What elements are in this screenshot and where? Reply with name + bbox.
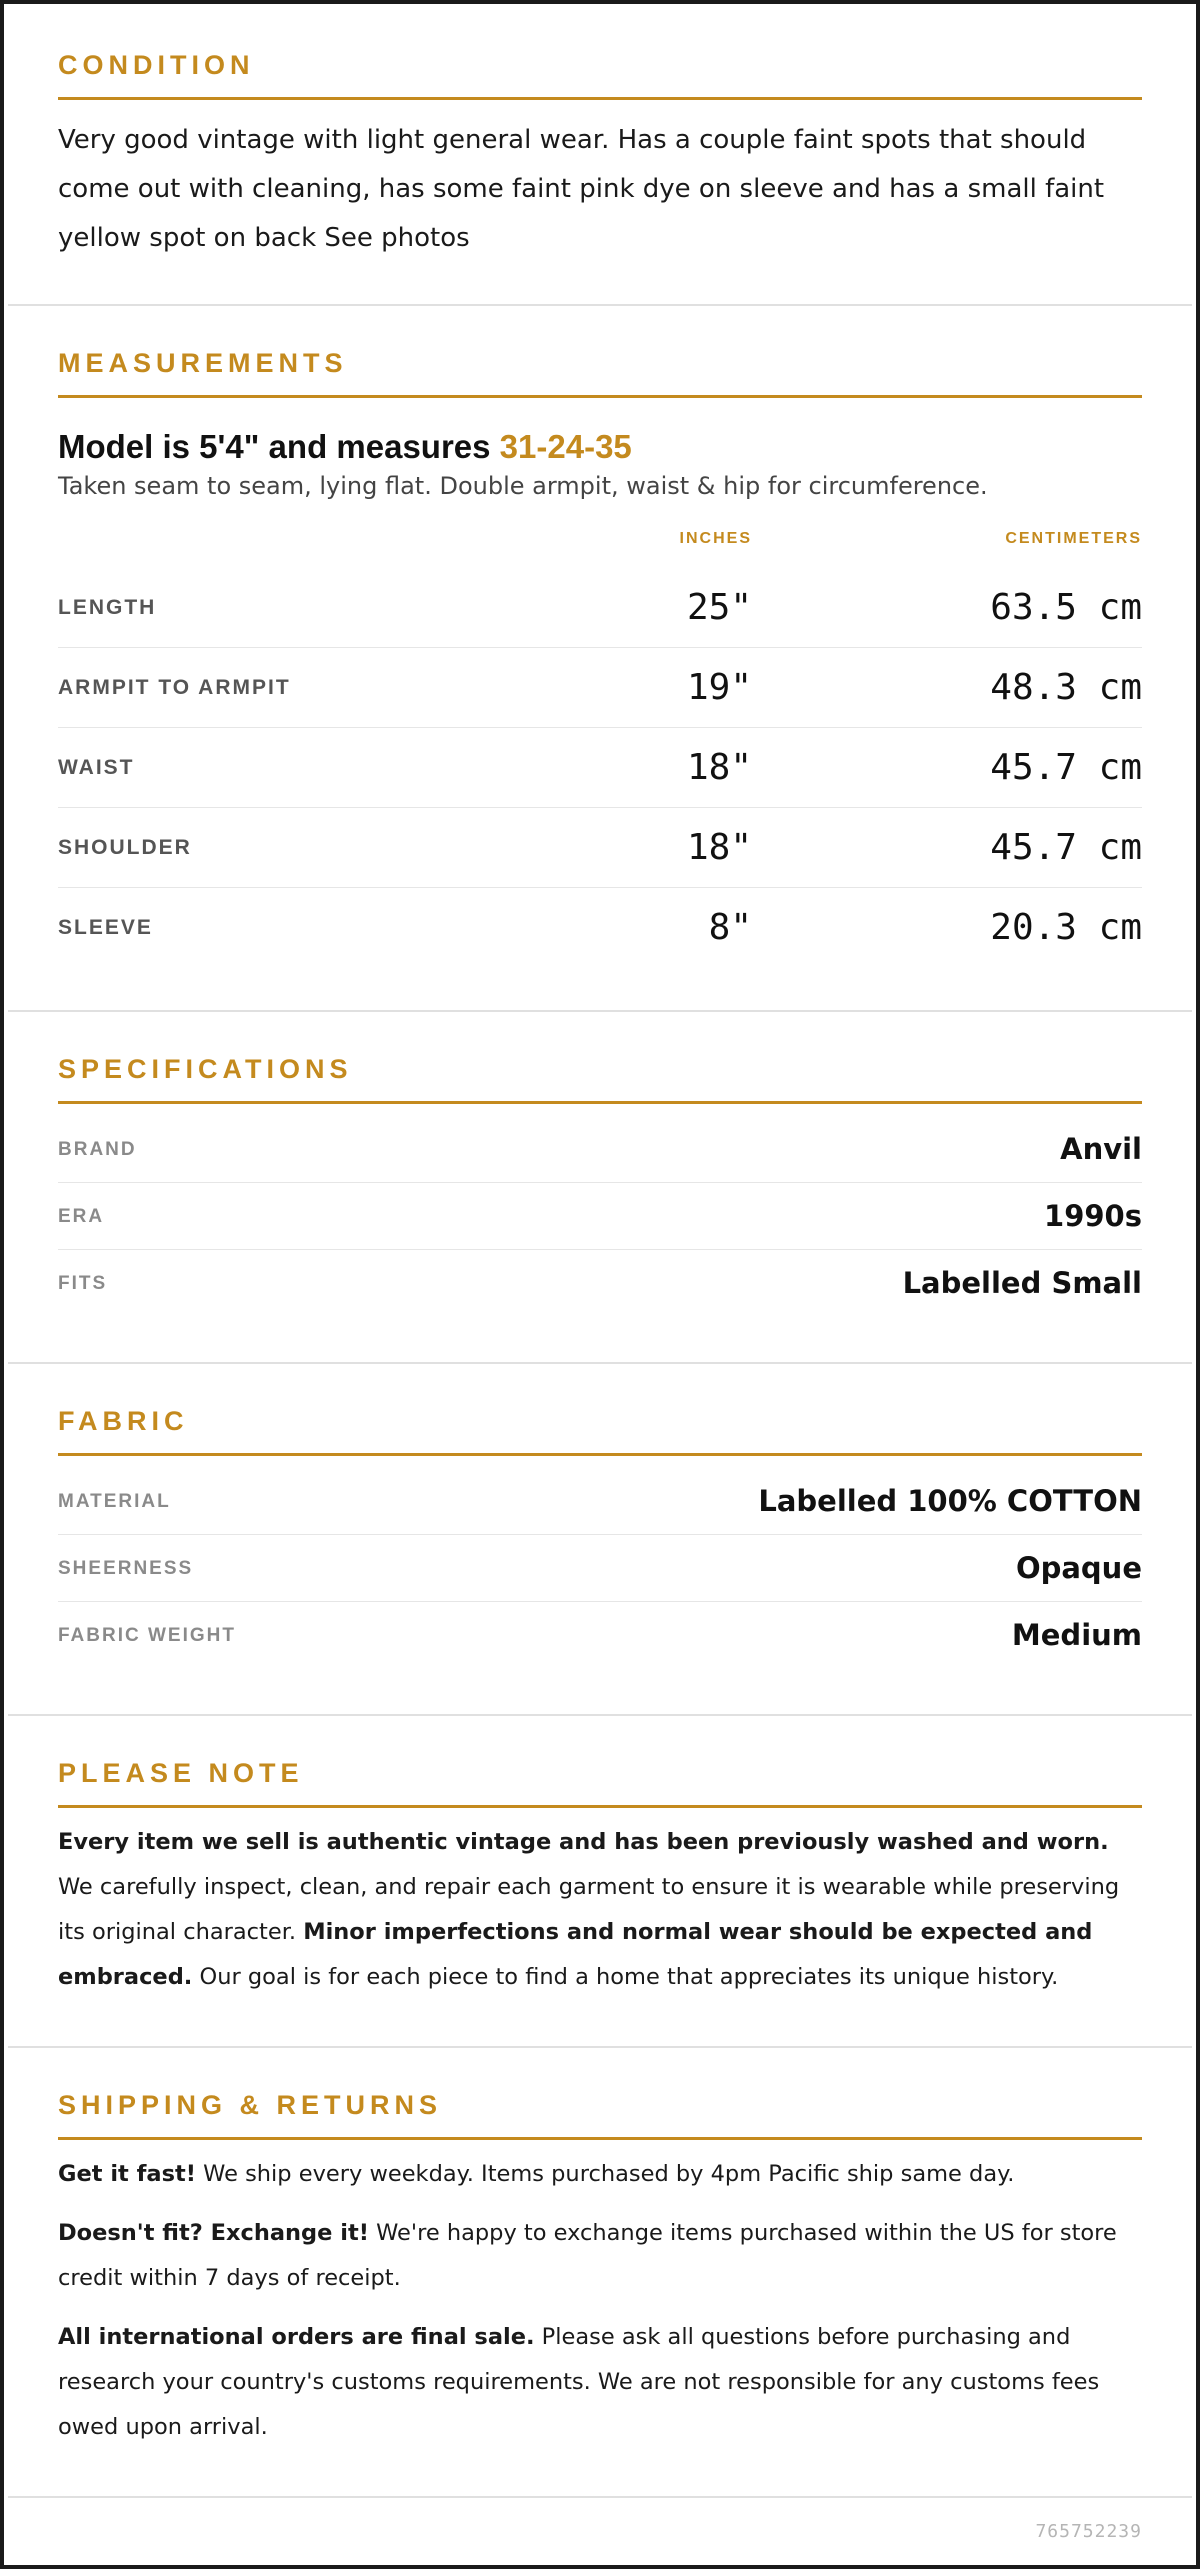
fabric-value: Opaque: [1015, 1551, 1142, 1585]
column-header-centimeters: CENTIMETERS: [1005, 530, 1142, 547]
measurement-cm: 45.7 cm: [990, 747, 1142, 788]
measurement-row: [58, 568, 1142, 648]
shipping-text-3: Please ask all questions before purchasing and research your country's customs requirements. We are not responsible for any customs fees owed upon arrival.: [58, 2324, 1100, 2440]
measurement-cm: 45.7 cm: [990, 827, 1142, 868]
please-note-text-2: Our goal is for each piece to find a home that appreciates its unique history.: [192, 1964, 1059, 1990]
measurements-section: [8, 348, 1192, 1012]
measurements-heading: MEASUREMENTS: [58, 348, 1142, 398]
specifications-heading: SPECIFICATIONS: [58, 1054, 1142, 1104]
specifications-section: [8, 1054, 1192, 1364]
fabric-label: FABRIC WEIGHT: [58, 1625, 236, 1646]
measurement-inches: 19": [686, 667, 752, 708]
measurement-inches: 18": [686, 827, 752, 868]
spec-row: [58, 1250, 1142, 1317]
model-prefix: Model is 5'4" and measures: [58, 428, 500, 465]
fabric-row: [58, 1468, 1142, 1535]
please-note-text-1: We carefully inspect, clean, and repair each garment to ensure it is wearable while preserving its original character.: [58, 1874, 1120, 1945]
shipping-bold-2: Doesn't fit? Exchange it!: [58, 2220, 369, 2246]
fabric-label: MATERIAL: [58, 1491, 171, 1512]
measurement-label: LENGTH: [58, 596, 157, 619]
fabric-row: [58, 1535, 1142, 1602]
measurement-inches: 8": [708, 907, 752, 948]
model-line: [58, 428, 1142, 466]
column-header-inches: INCHES: [679, 530, 752, 547]
measurement-cm: 48.3 cm: [990, 667, 1142, 708]
measurement-label: SHOULDER: [58, 836, 192, 859]
fabric-list: [58, 1468, 1142, 1669]
please-note-bold-2: Minor imperfections and normal wear should be expected and embraced.: [58, 1919, 1093, 1990]
shipping-text-2: We're happy to exchange items purchased within the US for store credit within 7 days of receipt.: [58, 2220, 1117, 2291]
specifications-list: [58, 1116, 1142, 1317]
measurements-subtitle: Taken seam to seam, lying flat. Double armpit, waist & hip for circumference.: [58, 472, 988, 500]
spec-value: Labelled Small: [902, 1266, 1142, 1300]
measurement-row: [58, 808, 1142, 888]
shipping-text-1: We ship every weekday. Items purchased by 4pm Pacific ship same day.: [196, 2161, 1015, 2187]
measurement-cm: 63.5 cm: [990, 587, 1142, 628]
measurement-label: WAIST: [58, 756, 135, 779]
spec-value: 1990s: [1044, 1199, 1142, 1233]
condition-heading: CONDITION: [58, 50, 1142, 100]
spec-row: [58, 1183, 1142, 1250]
shipping-paragraph-2: [58, 2211, 1142, 2301]
fabric-value: Labelled 100% COTTON: [758, 1484, 1142, 1518]
measurement-label: SLEEVE: [58, 916, 153, 939]
shipping-paragraph-3: [58, 2315, 1142, 2450]
fabric-label: SHEERNESS: [58, 1558, 194, 1579]
shipping-section: [8, 2090, 1192, 2498]
measurements-table: [58, 568, 1142, 968]
condition-text: Very good vintage with light general wear. Has a couple faint spots that should come out with cleaning, has some faint pink dye on sleeve and has a small faint yellow spot on back See photos: [58, 125, 1105, 253]
spec-row: [58, 1116, 1142, 1183]
fabric-row: [58, 1602, 1142, 1669]
please-note-bold-1: Every item we sell is authentic vintage and has been previously washed and worn.: [58, 1829, 1109, 1855]
please-note-text: [58, 1820, 1142, 2000]
spec-label: ERA: [58, 1206, 105, 1227]
measurement-row: [58, 648, 1142, 728]
shipping-bold-3: All international orders are final sale.: [58, 2324, 535, 2350]
please-note-heading: PLEASE NOTE: [58, 1758, 1142, 1808]
fabric-heading: FABRIC: [58, 1406, 1142, 1456]
measurement-label: ARMPIT TO ARMPIT: [58, 676, 291, 699]
measurements-column-headers: [58, 530, 1142, 570]
sku-number: 765752239: [1035, 2521, 1142, 2542]
measurement-row: [58, 888, 1142, 968]
model-measures: 31-24-35: [499, 428, 632, 465]
spec-label: BRAND: [58, 1139, 137, 1160]
measurement-inches: 18": [686, 747, 752, 788]
please-note-section: [8, 1758, 1192, 2048]
measurement-cm: 20.3 cm: [990, 907, 1142, 948]
fabric-section: [8, 1406, 1192, 1716]
condition-section: [8, 50, 1192, 306]
spec-value: Anvil: [1060, 1132, 1142, 1166]
spec-label: FITS: [58, 1273, 108, 1294]
shipping-paragraph-1: [58, 2152, 1142, 2197]
shipping-heading: SHIPPING & RETURNS: [58, 2090, 1142, 2140]
shipping-bold-1: Get it fast!: [58, 2161, 196, 2187]
fabric-value: Medium: [1011, 1618, 1142, 1652]
measurement-row: [58, 728, 1142, 808]
measurement-inches: 25": [686, 587, 752, 628]
